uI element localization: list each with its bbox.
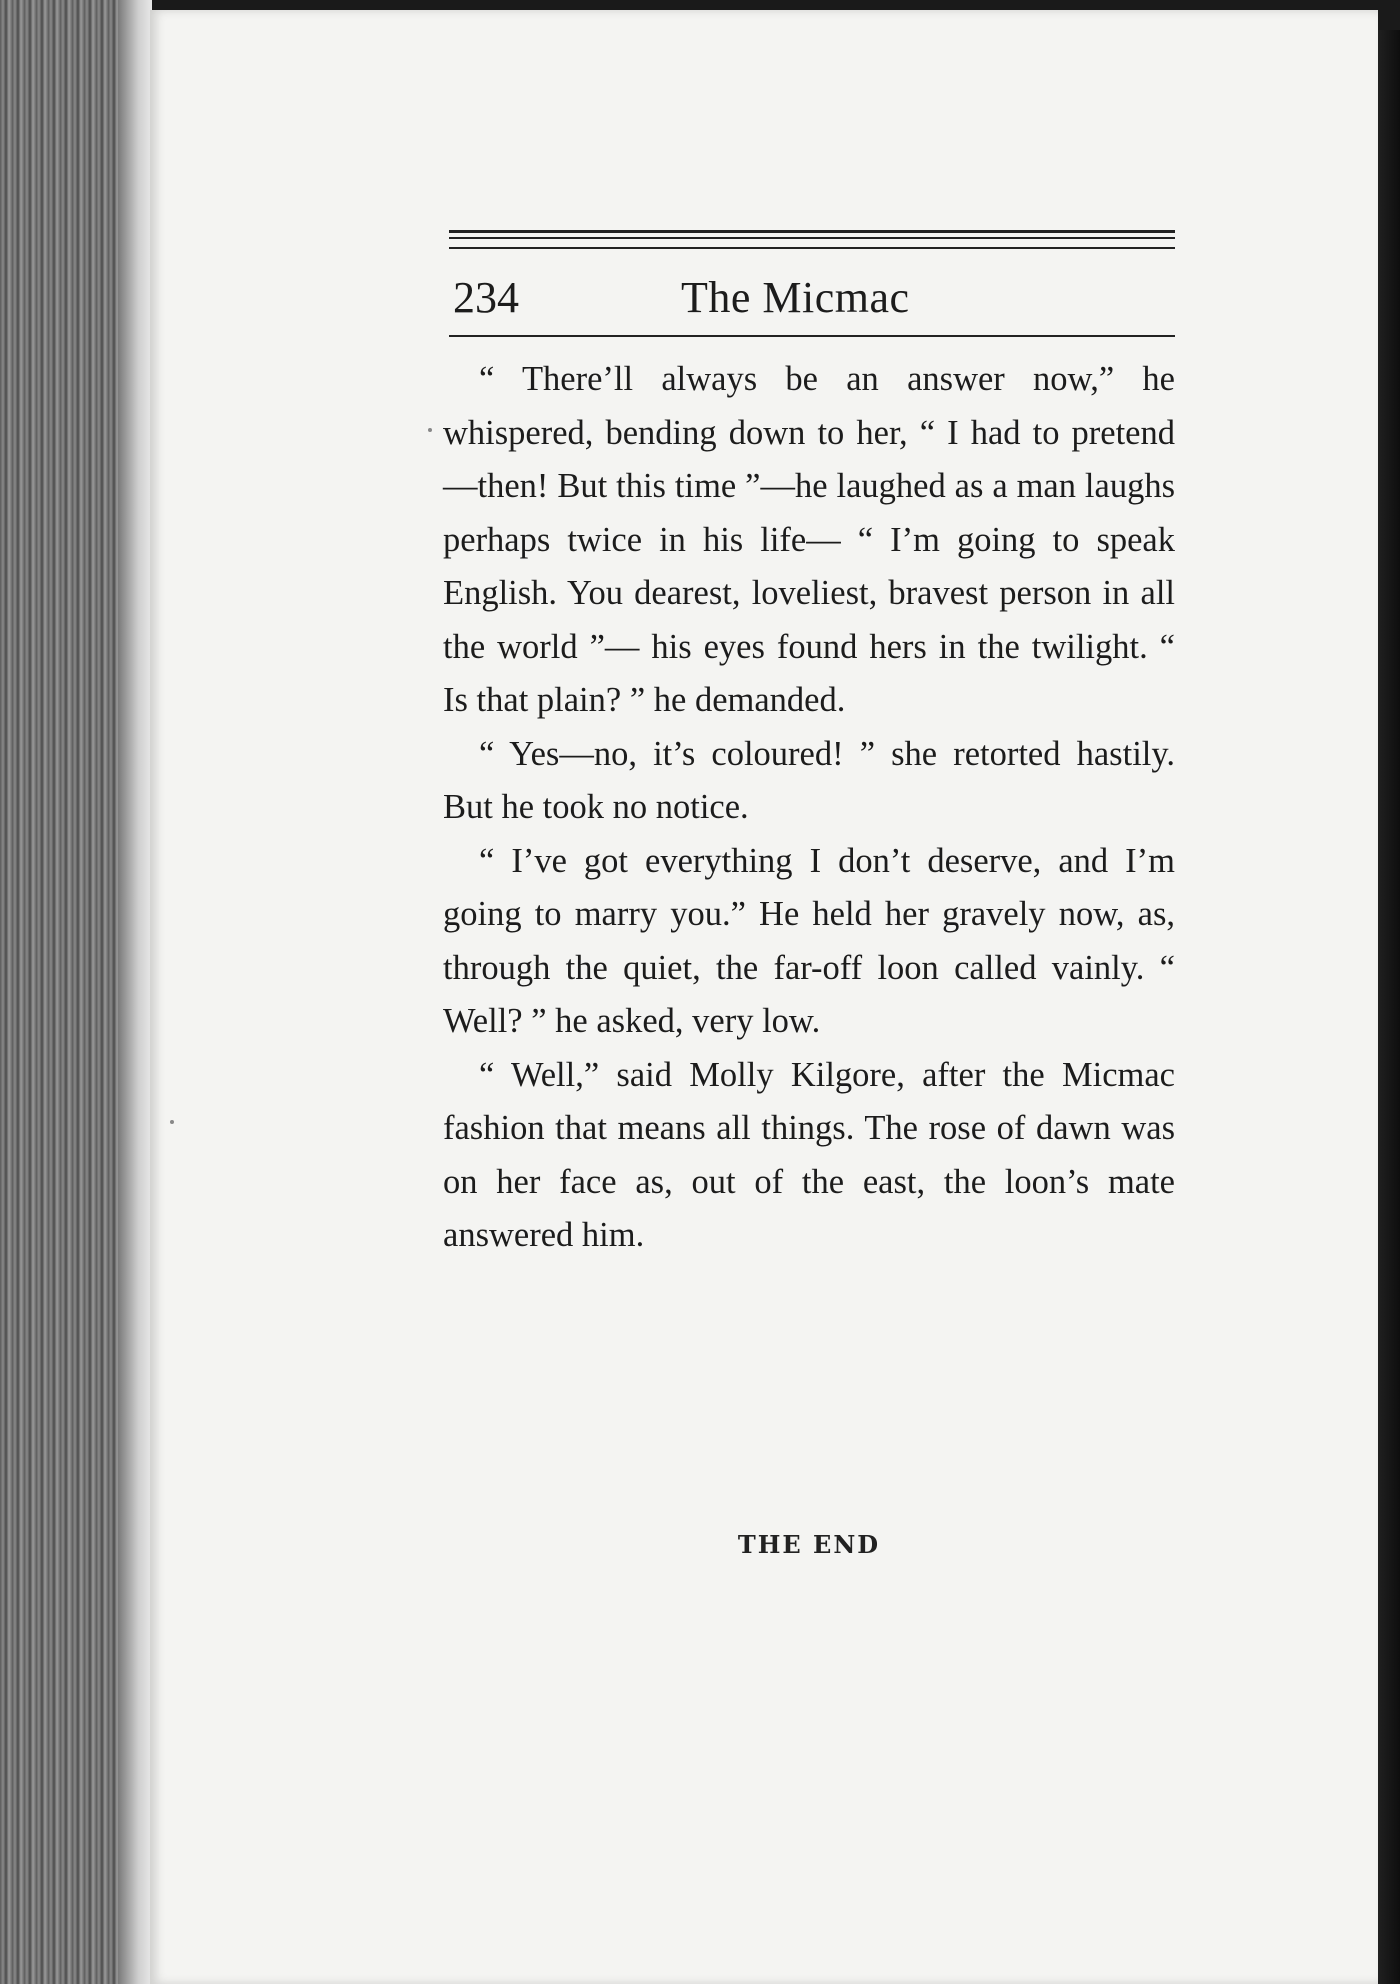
paragraph: “ Well,” said Molly Kilgore, after the Micmac fashion that means all things. The rose of dawn was on her face as, out of the east, the loon’s mate answered him.: [443, 1055, 1175, 1254]
the-end-label: THE END: [737, 1530, 881, 1559]
paragraph: “ I’ve got everything I don’t deserve, and I’m going to marry you.” He held her gravely now, as, through the quiet, the far-off loon called vainly. “ Well? ” he asked, very low.: [443, 841, 1175, 1040]
page-number: 234: [453, 273, 519, 322]
paragraph: “ Yes—no, it’s coloured! ” she retorted hastily. But he took no notice.: [443, 734, 1175, 826]
page-content: [443, 230, 1175, 1559]
paper-speck: [170, 1120, 174, 1124]
page-edges: [0, 0, 152, 1984]
header-double-rule: [449, 230, 1175, 239]
running-title: The Micmac: [681, 273, 910, 322]
paragraph: “ There’ll always be an answer now,” he whispered, bending down to her, “ I had to pretend—then! But this time ”—he laughed as a man laughs perhaps twice in his life— “ I’m going to speak English. You dearest, loveliest, bravest person in all the world ”— his eyes found hers in the twilight. “ Is that plain? ” he demanded.: [443, 360, 1175, 719]
header-bottom-rule: [449, 335, 1175, 337]
paper-speck: [428, 428, 432, 432]
header-top-rule: [449, 247, 1175, 249]
running-head: [443, 267, 1175, 329]
body-text: [443, 353, 1175, 1263]
